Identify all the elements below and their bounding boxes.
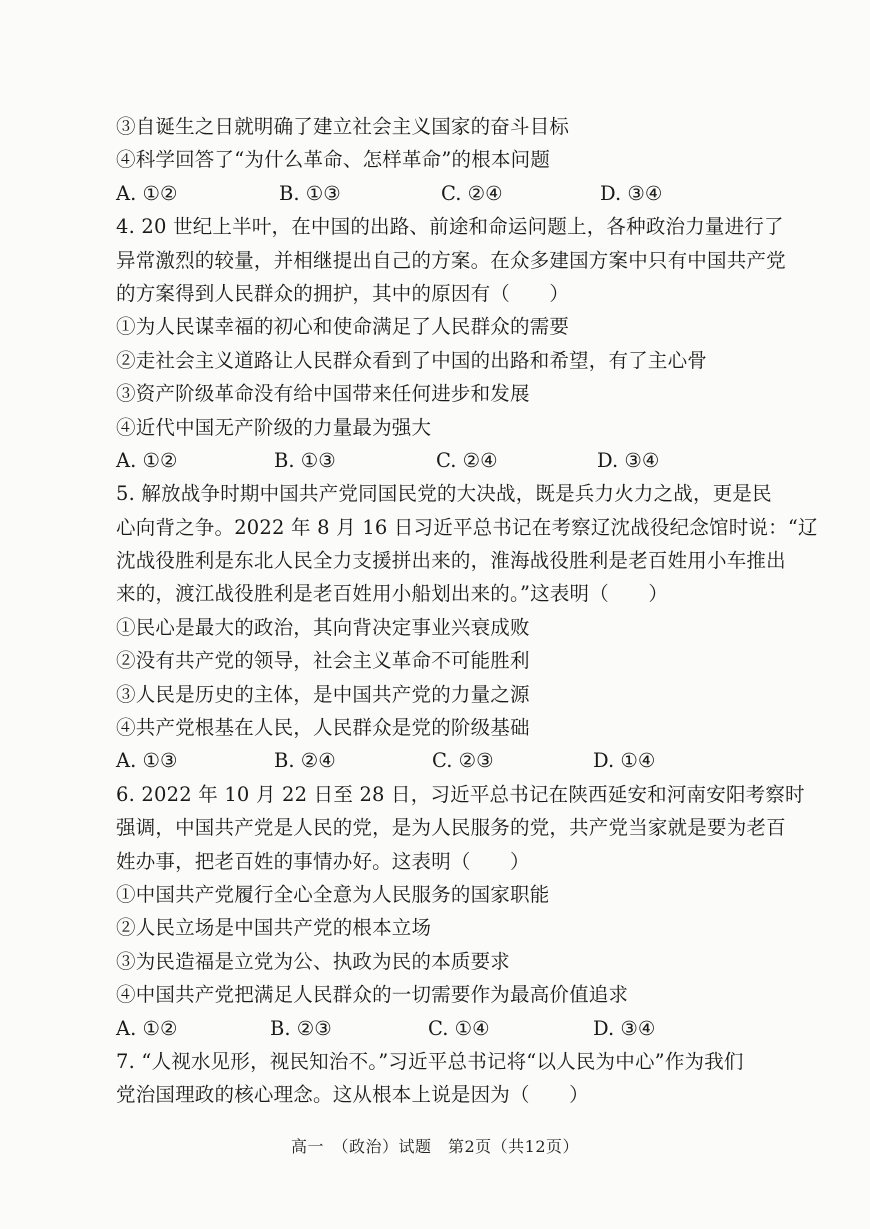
q7-stem-line-1: 7. “人视水见形，视民知治不。”习近平总书记将“以人民为中心”作为我们 (116, 1049, 744, 1073)
q4-option-d: D. ③④ (597, 448, 660, 472)
q5-stem-line-2: 心向背之争。2022 年 8 月 16 日习近平总书记在考察辽沈战役纪念馆时说：“辽 (116, 515, 818, 539)
q3-statement-4: ④科学回答了“为什么革命、怎样革命”的根本问题 (116, 148, 551, 172)
q4-stem-line-1: 4. 20 世纪上半叶，在中国的出路、前途和命运问题上，各种政治力量进行了 (116, 215, 784, 239)
q6-stem-line-2: 强调，中国共产党是人民的党，是为人民服务的党，共产党当家就是要为老百 (116, 816, 786, 840)
q5-statement-4: ④共产党根基在人民，人民群众是党的阶级基础 (116, 716, 530, 740)
q5-option-a: A. ①③ (116, 749, 178, 773)
q6-option-a: A. ①② (116, 1016, 178, 1040)
q5-option-b: B. ②④ (274, 749, 336, 773)
q6-stem-line-1: 6. 2022 年 10 月 22 日至 28 日，习近平总书记在陕西延安和河南安阳考察时 (116, 782, 805, 806)
q5-stem-line-1: 5. 解放战争时期中国共产党同国民党的大决战，既是兵力火力之战，更是民 (116, 482, 772, 506)
q3-option-b: B. ①③ (279, 181, 341, 205)
q3-option-d: D. ③④ (600, 181, 663, 205)
q6-statement-4: ④中国共产党把满足人民群众的一切需要作为最高价值追求 (116, 983, 629, 1007)
q5-statement-3: ③人民是历史的主体，是中国共产党的力量之源 (116, 682, 530, 706)
q4-option-a: A. ①② (116, 448, 178, 472)
q3-option-a: A. ①② (116, 181, 178, 205)
q5-options (116, 744, 796, 777)
q6-statement-2: ②人民立场是中国共产党的根本立场 (116, 916, 432, 940)
q4-statement-2: ②走社会主义道路让人民群众看到了中国的出路和希望，有了主心骨 (116, 348, 708, 372)
q4-statement-1: ①为人民谋幸福的初心和使命满足了人民群众的需要 (116, 315, 570, 339)
page-footer: 高一 （政治）试题 第2页（共12页） (290, 1137, 580, 1156)
q3-options (116, 177, 796, 210)
q4-statement-3: ③资产阶级革命没有给中国带来任何进步和发展 (116, 382, 530, 406)
q6-option-c: C. ①④ (428, 1016, 490, 1040)
q6-option-b: B. ②③ (270, 1016, 332, 1040)
q4-option-b: B. ①③ (274, 448, 336, 472)
q5-stem-line-3: 沈战役胜利是东北人民全力支援拼出来的，淮海战役胜利是老百姓用小车推出 (116, 549, 786, 573)
q5-option-d: D. ①④ (593, 749, 656, 773)
q5-stem-line-4: 来的，渡江战役胜利是老百姓用小船划出来的。”这表明（ ） (116, 582, 669, 606)
q6-stem-line-3: 姓办事，把老百姓的事情办好。这表明（ ） (116, 849, 530, 873)
q4-option-c: C. ②④ (436, 448, 498, 472)
q5-statement-1: ①民心是最大的政治，其向背决定事业兴衰成败 (116, 615, 530, 639)
q5-statement-2: ②没有共产党的领导，社会主义革命不可能胜利 (116, 649, 530, 673)
q4-stem-line-2: 异常激烈的较量，并相继提出自己的方案。在众多建国方案中只有中国共产党 (116, 248, 786, 272)
q6-option-d: D. ③④ (593, 1016, 656, 1040)
q4-options (116, 444, 796, 477)
q7-stem-line-2: 党治国理政的核心理念。这从根本上说是因为（ ） (116, 1083, 589, 1107)
q3-option-c: C. ②④ (441, 181, 503, 205)
q6-statement-3: ③为民造福是立党为公、执政为民的本质要求 (116, 949, 511, 973)
page-content (116, 110, 818, 1112)
q6-statement-1: ①中国共产党履行全心全意为人民服务的国家职能 (116, 882, 550, 906)
q5-option-c: C. ②③ (432, 749, 494, 773)
q6-options (116, 1012, 796, 1045)
q4-statement-4: ④近代中国无产阶级的力量最为强大 (116, 415, 432, 439)
q3-statement-3: ③自诞生之日就明确了建立社会主义国家的奋斗目标 (116, 115, 570, 138)
q4-stem-line-3: 的方案得到人民群众的拥护，其中的原因有（ ） (116, 281, 570, 305)
